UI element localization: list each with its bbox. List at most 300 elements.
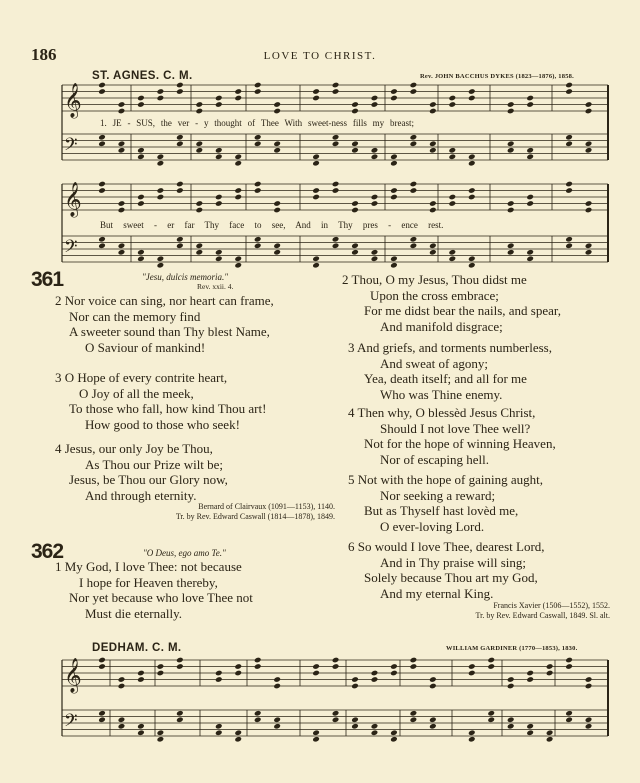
st-agnes-2-notehead xyxy=(351,207,359,214)
st-agnes-1-notehead xyxy=(157,153,165,160)
st-agnes-1-notehead xyxy=(157,88,165,95)
dedham-notehead xyxy=(507,723,515,730)
hymn-number-361: 361 xyxy=(31,268,64,291)
dedham-notehead xyxy=(468,729,476,736)
dedham-notehead xyxy=(526,676,534,683)
tune-name-dedham: DEDHAM. C. M. xyxy=(92,642,182,654)
st-agnes-1-notehead xyxy=(176,88,184,95)
st-agnes-1-notehead xyxy=(429,108,437,115)
st-agnes-2-notehead xyxy=(332,181,340,188)
lyrics-line-2: But sweet - er far Thy face to see, And in Thy pres - ence rest. xyxy=(100,220,444,230)
dedham-notehead xyxy=(215,723,223,730)
st-agnes-1-notehead xyxy=(468,95,476,102)
verse-line: Nor yet because who love Thee not xyxy=(69,590,253,605)
st-agnes-1-notehead xyxy=(332,134,340,141)
st-agnes-1-notehead xyxy=(410,140,418,147)
st-agnes-2-notehead xyxy=(390,262,398,269)
scripture-reference: Rev. xxii. 4. xyxy=(197,282,234,291)
st-agnes-2-notehead xyxy=(254,181,262,188)
dedham-notehead xyxy=(273,683,281,690)
dedham-notehead xyxy=(254,663,262,670)
st-agnes-1-notehead xyxy=(507,101,515,108)
dedham-notehead xyxy=(390,729,398,736)
latin-title-361: "Jesu, dulcis memoria." xyxy=(142,272,229,282)
dedham-notehead xyxy=(312,736,320,743)
st-agnes-1-notehead xyxy=(176,82,184,89)
dedham-notehead xyxy=(157,736,165,743)
st-agnes-2-notehead xyxy=(312,262,320,269)
st-agnes-2-notehead xyxy=(371,249,379,256)
dedham-notehead xyxy=(215,670,223,677)
st-agnes-2-notehead xyxy=(157,255,165,262)
dedham-notehead xyxy=(273,723,281,730)
dedham-notehead xyxy=(176,663,184,670)
st-agnes-1-notehead xyxy=(390,88,398,95)
verse-line: O Joy of all the meek, xyxy=(79,385,194,401)
verse-line: 5 Not with the hope of gaining aught, xyxy=(348,472,543,487)
st-agnes-1-notehead xyxy=(351,140,359,147)
dedham-notehead xyxy=(526,670,534,677)
verse-line: O Saviour of mankind! xyxy=(85,339,206,355)
dedham-notehead xyxy=(118,683,126,690)
st-agnes-2-notehead xyxy=(312,194,320,201)
dedham-notehead xyxy=(546,663,554,670)
st-agnes-2-notehead xyxy=(449,249,457,256)
st-agnes-2-notehead xyxy=(390,187,398,194)
st-agnes-2-notehead xyxy=(565,242,573,249)
st-agnes-2-notehead xyxy=(429,200,437,207)
dedham-notehead xyxy=(332,710,340,717)
dedham-notehead xyxy=(157,663,165,670)
st-agnes-1-notehead xyxy=(507,108,515,115)
attribution-362-translator: Tr. by Rev. Edward Caswall, 1849. Sl. alt. xyxy=(475,611,610,620)
st-agnes-2-notehead xyxy=(351,242,359,249)
st-agnes-1-notehead xyxy=(312,160,320,167)
st-agnes-2-notehead xyxy=(118,242,126,249)
st-agnes-1-notehead xyxy=(585,108,593,115)
st-agnes-2-notehead xyxy=(410,236,418,243)
dedham-notehead xyxy=(215,729,223,736)
dedham-notehead xyxy=(118,723,126,730)
st-agnes-1-notehead xyxy=(565,82,573,89)
dedham-notehead xyxy=(371,723,379,730)
st-agnes-2-notehead xyxy=(507,207,515,214)
st-agnes-1-notehead xyxy=(98,88,106,95)
st-agnes-2-notehead xyxy=(157,262,165,269)
dedham-notehead xyxy=(371,670,379,677)
dedham-notehead xyxy=(157,729,165,736)
st-agnes-2-notehead xyxy=(196,200,204,207)
dedham-notehead xyxy=(507,683,515,690)
st-agnes-2-notehead xyxy=(507,242,515,249)
dedham-notehead xyxy=(351,683,359,690)
verse-line: Yea, death itself; and all for me xyxy=(364,371,527,386)
st-agnes-2-bass-clef: 𝄢 xyxy=(64,236,78,261)
st-agnes-1-notehead xyxy=(254,82,262,89)
dedham-notehead xyxy=(157,670,165,677)
dedham-notehead xyxy=(351,723,359,730)
st-agnes-2-notehead xyxy=(371,200,379,207)
st-agnes-2-notehead xyxy=(507,249,515,256)
st-agnes-2-notehead xyxy=(410,242,418,249)
hymn-number-362: 362 xyxy=(31,540,64,563)
st-agnes-1-notehead xyxy=(429,140,437,147)
latin-title-362: "O Deus, ego amo Te." xyxy=(143,548,226,558)
st-agnes-1-notehead xyxy=(351,108,359,115)
st-agnes-2-notehead xyxy=(332,187,340,194)
st-agnes-2-notehead xyxy=(371,255,379,262)
st-agnes-1-notehead xyxy=(390,153,398,160)
st-agnes-2-notehead xyxy=(449,200,457,207)
st-agnes-2-notehead xyxy=(137,200,145,207)
stanza-362-3 xyxy=(342,340,552,402)
st-agnes-1-notehead xyxy=(468,88,476,95)
st-agnes-1-notehead xyxy=(196,101,204,108)
st-agnes-2-notehead xyxy=(449,194,457,201)
st-agnes-1-notehead xyxy=(410,88,418,95)
st-agnes-1-notehead xyxy=(449,101,457,108)
st-agnes-1-notehead xyxy=(234,88,242,95)
dedham-notehead xyxy=(254,716,262,723)
st-agnes-1-notehead xyxy=(468,153,476,160)
st-agnes-1-notehead xyxy=(332,88,340,95)
st-agnes-1-notehead xyxy=(371,147,379,154)
st-agnes-2-notehead xyxy=(351,200,359,207)
st-agnes-1-notehead xyxy=(98,82,106,89)
dedham-notehead xyxy=(312,663,320,670)
lyrics-line-1: 1. JE - SUS, the ver - y thought of Thee With sweet-ness fills my breast; xyxy=(100,118,415,128)
st-agnes-1-notehead xyxy=(390,160,398,167)
st-agnes-2-notehead xyxy=(468,262,476,269)
st-agnes-1-notehead xyxy=(468,160,476,167)
st-agnes-1-notehead xyxy=(585,140,593,147)
page-number: 186 xyxy=(31,45,57,64)
dedham-notehead xyxy=(234,663,242,670)
st-agnes-1-notehead xyxy=(137,153,145,160)
verse-line: Jesus, be Thou our Glory now, xyxy=(69,472,228,487)
st-agnes-1-notehead xyxy=(196,140,204,147)
verse-line: As Thou our Prize wilt be; xyxy=(85,456,224,472)
st-agnes-2-notehead xyxy=(196,242,204,249)
st-agnes-1-notehead xyxy=(215,95,223,102)
dedham-notehead xyxy=(215,676,223,683)
dedham-notehead xyxy=(332,657,340,664)
verse-line: O ever-loving Lord. xyxy=(380,518,485,534)
dedham-notehead xyxy=(565,657,573,664)
st-agnes-1-notehead xyxy=(526,153,534,160)
dedham-notehead xyxy=(98,663,106,670)
st-agnes-2-notehead xyxy=(585,200,593,207)
dedham-notehead xyxy=(98,710,106,717)
st-agnes-1-notehead xyxy=(254,140,262,147)
st-agnes-1-notehead xyxy=(118,140,126,147)
verse-line: 2 Nor voice can sing, nor heart can frame, xyxy=(55,293,274,308)
verse-line: Nor of escaping hell. xyxy=(380,451,490,467)
dedham-notehead xyxy=(585,716,593,723)
st-agnes-2-notehead xyxy=(176,242,184,249)
st-agnes-1-notehead xyxy=(565,140,573,147)
st-agnes-2-notehead xyxy=(234,255,242,262)
verse-line: And through eternity. xyxy=(85,487,197,503)
dedham-notehead xyxy=(371,676,379,683)
dedham-notehead xyxy=(98,716,106,723)
dedham-notehead xyxy=(565,716,573,723)
st-agnes-1-notehead xyxy=(351,147,359,154)
st-agnes-2-notehead xyxy=(468,187,476,194)
st-agnes-2-notehead xyxy=(410,187,418,194)
dedham-notehead xyxy=(176,716,184,723)
st-agnes-2-notehead xyxy=(234,187,242,194)
st-agnes-1-notehead xyxy=(234,160,242,167)
st-agnes-2-notehead xyxy=(565,187,573,194)
composer-st-agnes: Rev. JOHN BACCHUS DYKES (1823—1876), 1858. xyxy=(420,73,574,80)
st-agnes-1-notehead xyxy=(449,153,457,160)
dedham-notehead xyxy=(410,657,418,664)
st-agnes-2-notehead xyxy=(234,262,242,269)
st-agnes-1-notehead xyxy=(215,147,223,154)
st-agnes-1-notehead xyxy=(429,101,437,108)
dedham-notehead xyxy=(234,736,242,743)
st-agnes-2-notehead xyxy=(429,207,437,214)
st-agnes-1-notehead xyxy=(526,101,534,108)
dedham-notehead xyxy=(137,729,145,736)
verse-line: Should I not love Thee well? xyxy=(380,420,531,436)
st-agnes-1-notehead xyxy=(351,101,359,108)
st-agnes-2-notehead xyxy=(254,187,262,194)
st-agnes-2-notehead xyxy=(118,249,126,256)
st-agnes-1-notehead xyxy=(273,140,281,147)
st-agnes-1-notehead xyxy=(585,147,593,154)
verse-line: And my eternal King. xyxy=(380,585,494,601)
st-agnes-2-notehead xyxy=(137,255,145,262)
st-agnes-1-notehead xyxy=(371,153,379,160)
dedham-notehead xyxy=(390,670,398,677)
st-agnes-2-notehead xyxy=(526,255,534,262)
st-agnes-2-notehead xyxy=(254,242,262,249)
st-agnes-1-notehead xyxy=(273,147,281,154)
verse-line: Must die eternally. xyxy=(85,605,182,621)
st-agnes-1-notehead xyxy=(526,147,534,154)
st-agnes-2-notehead xyxy=(176,181,184,188)
st-agnes-1-notehead xyxy=(273,108,281,115)
st-agnes-1-notehead xyxy=(449,147,457,154)
verse-line: I hope for Heaven thereby, xyxy=(79,574,218,590)
st-agnes-1-notehead xyxy=(137,101,145,108)
st-agnes-1-notehead xyxy=(585,101,593,108)
dedham-notehead xyxy=(429,683,437,690)
stanza-362-6 xyxy=(342,539,545,601)
verse-line: 3 And griefs, and torments numberless, xyxy=(348,340,552,355)
st-agnes-1-notehead xyxy=(137,95,145,102)
dedham-notehead xyxy=(273,676,281,683)
st-agnes-2-notehead xyxy=(215,255,223,262)
st-agnes-2-notehead xyxy=(351,249,359,256)
st-agnes-2-notehead xyxy=(254,236,262,243)
dedham-notehead xyxy=(390,736,398,743)
dedham-notehead xyxy=(137,670,145,677)
dedham-notehead xyxy=(351,676,359,683)
attribution-362-author: Francis Xavier (1506—1552), 1552. xyxy=(493,601,610,610)
st-agnes-1-treble-clef: 𝄞 xyxy=(64,83,82,118)
dedham-notehead xyxy=(137,723,145,730)
verse-line: For me didst bear the nails, and spear, xyxy=(364,303,561,318)
stanza-361-3 xyxy=(55,370,266,432)
st-agnes-2-notehead xyxy=(507,200,515,207)
st-agnes-1-notehead xyxy=(507,147,515,154)
dedham-notehead xyxy=(565,710,573,717)
st-agnes-1-notehead xyxy=(410,134,418,141)
verse-line: A sweeter sound than Thy blest Name, xyxy=(69,324,270,339)
st-agnes-1-notehead xyxy=(410,82,418,89)
dedham-notehead xyxy=(332,663,340,670)
attribution-361-author: Bernard of Clairvaux (1091—1153), 1140. xyxy=(198,502,335,511)
verse-line: Nor can the memory find xyxy=(69,308,201,324)
dedham-notehead xyxy=(312,670,320,677)
st-agnes-2-notehead xyxy=(565,181,573,188)
st-agnes-2-notehead xyxy=(429,242,437,249)
tune-name-st-agnes: ST. AGNES. C. M. xyxy=(92,70,193,82)
dedham-notehead xyxy=(410,710,418,717)
st-agnes-1-notehead xyxy=(196,147,204,154)
dedham-notehead xyxy=(234,729,242,736)
dedham-notehead xyxy=(585,683,593,690)
st-agnes-1-notehead xyxy=(234,95,242,102)
dedham-notehead xyxy=(118,716,126,723)
st-agnes-2-notehead xyxy=(585,207,593,214)
dedham-notehead xyxy=(429,716,437,723)
dedham-notehead xyxy=(98,657,106,664)
st-agnes-1-notehead xyxy=(565,88,573,95)
st-agnes-2-notehead xyxy=(215,200,223,207)
dedham-notehead xyxy=(487,657,495,664)
verse-line: How good to those who seek! xyxy=(85,416,240,432)
dedham-notehead xyxy=(410,663,418,670)
dedham-notehead xyxy=(371,729,379,736)
st-agnes-2-notehead xyxy=(526,194,534,201)
dedham-notehead xyxy=(468,670,476,677)
verse-line: Upon the cross embrace; xyxy=(370,287,499,303)
dedham-notehead xyxy=(526,723,534,730)
st-agnes-2-notehead xyxy=(176,236,184,243)
dedham-notehead xyxy=(468,663,476,670)
verse-line: To those who fall, how kind Thou art! xyxy=(69,401,267,416)
st-agnes-1-notehead xyxy=(332,140,340,147)
dedham-notehead xyxy=(468,736,476,743)
st-agnes-1-notehead xyxy=(312,153,320,160)
st-agnes-1-notehead xyxy=(215,101,223,108)
dedham-notehead xyxy=(254,710,262,717)
st-agnes-2-notehead xyxy=(312,255,320,262)
st-agnes-2-notehead xyxy=(332,236,340,243)
dedham-notehead xyxy=(487,663,495,670)
st-agnes-2-notehead xyxy=(157,194,165,201)
dedham-notehead xyxy=(565,663,573,670)
stanza-361-4 xyxy=(55,441,228,503)
st-agnes-1-notehead xyxy=(254,88,262,95)
st-agnes-1-notehead xyxy=(157,95,165,102)
dedham-notehead xyxy=(410,716,418,723)
st-agnes-2-notehead xyxy=(215,249,223,256)
st-agnes-2-notehead xyxy=(585,242,593,249)
st-agnes-1-notehead xyxy=(254,134,262,141)
composer-dedham: WILLIAM GARDINER (1770—1853), 1830. xyxy=(446,645,578,652)
st-agnes-2-notehead xyxy=(585,249,593,256)
stanza-361-2 xyxy=(55,293,274,355)
st-agnes-2-notehead xyxy=(118,200,126,207)
stanza-362-5 xyxy=(342,472,543,534)
verse-line: 2 Thou, O my Jesus, Thou didst me xyxy=(342,272,527,287)
verse-line: And in Thy praise will sing; xyxy=(380,554,527,570)
dedham-notehead xyxy=(273,716,281,723)
verse-line: And manifold disgrace; xyxy=(380,318,503,334)
st-agnes-1-notehead xyxy=(98,134,106,141)
st-agnes-2-notehead xyxy=(234,194,242,201)
st-agnes-2-notehead xyxy=(273,200,281,207)
st-agnes-1-notehead xyxy=(196,108,204,115)
st-agnes-2-notehead xyxy=(312,187,320,194)
st-agnes-2-treble-clef: 𝄞 xyxy=(64,182,82,217)
st-agnes-2-notehead xyxy=(371,194,379,201)
st-agnes-2-notehead xyxy=(98,187,106,194)
st-agnes-1-notehead xyxy=(312,95,320,102)
stanza-362-1 xyxy=(55,559,253,621)
verse-line: 1 My God, I love Thee: not because xyxy=(55,559,242,574)
st-agnes-1-notehead xyxy=(215,153,223,160)
st-agnes-1-notehead xyxy=(118,108,126,115)
st-agnes-1-notehead xyxy=(332,82,340,89)
verse-line: And sweat of agony; xyxy=(380,355,488,371)
st-agnes-2-notehead xyxy=(137,194,145,201)
st-agnes-1-notehead xyxy=(157,160,165,167)
verse-line: 4 Then why, O blessèd Jesus Christ, xyxy=(348,405,536,420)
running-title: LOVE TO CHRIST. xyxy=(263,50,377,62)
dedham-notehead xyxy=(487,716,495,723)
st-agnes-1-notehead xyxy=(176,140,184,147)
dedham-notehead xyxy=(487,710,495,717)
dedham-notehead xyxy=(332,716,340,723)
st-agnes-1-notehead xyxy=(526,95,534,102)
st-agnes-1-notehead xyxy=(371,101,379,108)
st-agnes-2-notehead xyxy=(429,249,437,256)
st-agnes-1-notehead xyxy=(118,147,126,154)
stanza-362-4 xyxy=(342,405,556,467)
st-agnes-2-notehead xyxy=(526,200,534,207)
st-agnes-2-notehead xyxy=(273,242,281,249)
st-agnes-1-notehead xyxy=(565,134,573,141)
dedham-notehead xyxy=(507,716,515,723)
st-agnes-2-notehead xyxy=(98,236,106,243)
st-agnes-1-notehead xyxy=(98,140,106,147)
dedham-notehead xyxy=(429,676,437,683)
st-agnes-1-notehead xyxy=(176,134,184,141)
st-agnes-2-notehead xyxy=(449,255,457,262)
st-agnes-2-notehead xyxy=(215,194,223,201)
dedham-notehead xyxy=(585,676,593,683)
st-agnes-2-notehead xyxy=(468,255,476,262)
dedham-notehead xyxy=(254,657,262,664)
attribution-361-translator: Tr. by Rev. Edward Caswall (1814—1878), 1849. xyxy=(175,512,335,521)
verse-line: 3 O Hope of every contrite heart, xyxy=(55,370,228,385)
dedham-notehead xyxy=(176,710,184,717)
st-agnes-2-notehead xyxy=(273,249,281,256)
dedham-notehead xyxy=(546,670,554,677)
st-agnes-1-notehead xyxy=(312,88,320,95)
dedham-notehead xyxy=(585,723,593,730)
st-agnes-2-notehead xyxy=(468,194,476,201)
dedham-notehead xyxy=(390,663,398,670)
dedham-notehead xyxy=(137,676,145,683)
st-agnes-1-notehead xyxy=(371,95,379,102)
